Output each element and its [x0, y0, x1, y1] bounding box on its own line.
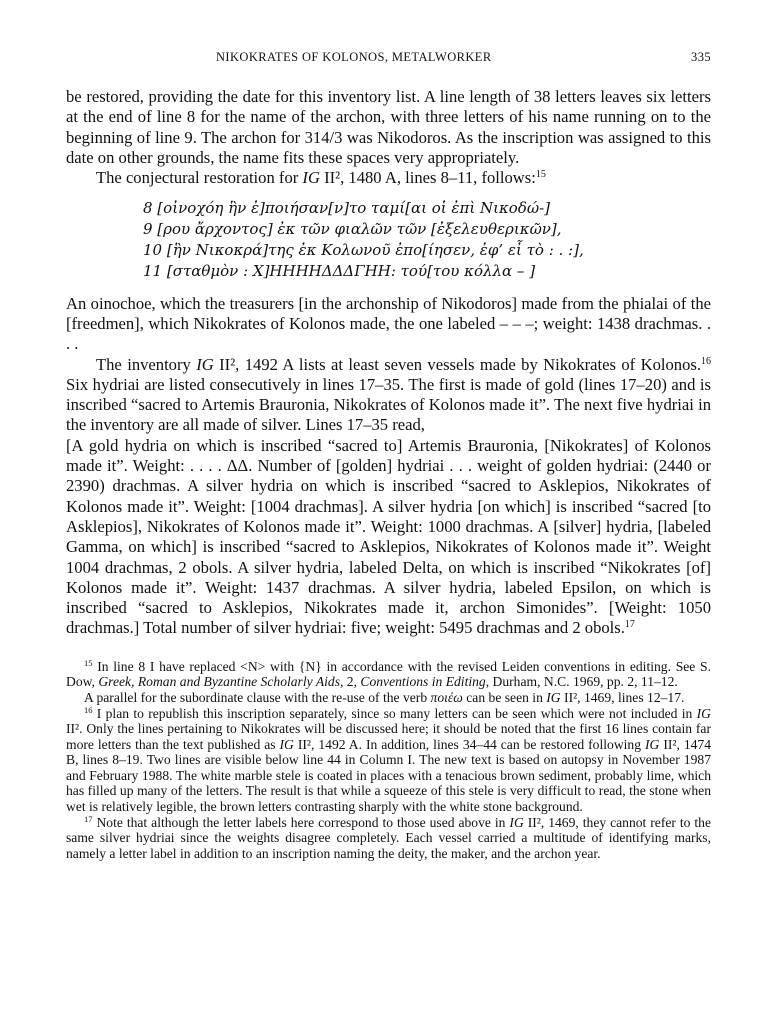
inscription-line: 8 [οἰνοχόη ἣν ἐ]ποιή̣σαν[ν]το ταμί[αι οἱ ἐπὶ Νικοδώ-]	[143, 199, 551, 218]
body-text	[66, 87, 711, 639]
footnote: $^{16}$ I plan to republish this inscription separately, since so many letters can be seen which were not included in IG II². Only the lines pertaining to Nikokrates will be discussed here; it should be noted that the first 16 lines contain far more letters than the text published as IG II², 1492 A. In addition, lines 34–44 can be restored following IG II², 1474 B, lines 8–19. Two lines are visible below line 44 in Column I. The new text is based on autopsy in November 1987 and February 1988. The white marble stele is coated in places with a tenacious brown sediment, probably lime, which has filled up many of the letters. The result is that while a squeeze of this stele is very difficult to read, the stone when wet is relatively legible, the brown letters contrasting sharply with the white stone background.	[66, 704, 712, 815]
paragraph: be restored, providing the date for this inventory list. A line length of 38 letters leaves six letters at the end of line 8 for the name of the archon, with three letters of his name running on to the beginning of line 9. The archon for 314/3 was Nikodoros. As the inscription was assigned to this date on other grounds, the name fits these spaces very appropriately.	[66, 87, 711, 167]
page-number: 335	[691, 50, 711, 64]
translation-block: An oinochoe, which the treasurers [in the archonship of Nikodoros] made from the phialai of the [freedmen], which Nikokrates of Kolonos made, the one labeled – – –; weight: 1438 drachmas. . . .	[66, 293, 711, 354]
footnote: $^{15}$ In line 8 I have replaced <N> with {N} in accordance with the revised Leiden conventions in editing. See S. Dow, Greek, Roman and Byzantine Scholarly Aids, 2, Conventions in Editing, Durham, N.C. 1969, pp. 2, 11–12.	[66, 657, 711, 690]
footnote-continuation: A parallel for the subordinate clause with the re-use of the verb ποιέω can be seen in IG II², 1469, lines 12–17.	[84, 689, 685, 705]
footnote-number: 15	[84, 657, 93, 668]
footnote-ref[interactable]: 17	[624, 619, 635, 631]
page	[66, 50, 711, 861]
footnote-ref[interactable]: 15	[535, 169, 546, 181]
footnotes	[66, 659, 711, 862]
inscription-line: 11 [σταθμὸν : Χ]ΗΗΗΗΔΔΔΓΗΗ: τού[του κόλλα – ]	[143, 261, 536, 280]
footnote: $^{17}$ Note that although the letter labels here correspond to those used above in IG II², 1469, they cannot refer to the same silver hydriai since the weights disagree completely. Each vessel carried a multitude of identifying marks, namely a letter label in addition to an inscription naming the deity, the maker, and the archon year.	[66, 813, 712, 861]
footnote-number: 17	[84, 813, 93, 824]
ig-abbrev: IG	[196, 354, 214, 374]
paragraph: The conjectural restoration for IG II², 1480 A, lines 8–11, follows:$^{15}$	[96, 168, 546, 188]
block-quote: [A gold hydria on which is inscribed “sacred to] Artemis Brauronia, [Nikokrates] of Kolonos made it”. Weight: . . . . ΔΔ. Number of [golden] hydriai . . . weight of golden hydriai: (2440 or 2390) drachmas. A silver hydria on which is inscribed “sacred to Asklepios, Nikokrates of Kolonos made it”. Weight: [1004 drachmas]. A silver hydria [on which] is inscribed “sacred [to Asklepios], Nikokrates of Kolonos made it”. Weight: 1000 drachmas. A [silver] hydria, [labeled Gamma, on which] is inscribed “sacred to Asklepios, Nikokrates of Kolonos made it”. Weight 1004 drachmas, 2 obols. A silver hydria, labeled Delta, on which is inscribed “Nikokrates [of] Kolonos made it”. Weight: 1437 drachmas. A silver hydria, labeled Epsilon, on which is inscribed “sacred to Asklepios, Nikokrates made it, archon Simonides”. [Weight: 1050 drachmas.] Total number of silver hydriai: five; weight: 5495 drachmas and 2 obols.$^{17}$	[66, 435, 711, 638]
inscription-line: 9 [ρου ἄρχοντος] ἐκ τῶν φιαλῶν τῶν [ἐξελευθερικῶν],	[143, 220, 562, 239]
running-title: NIKOKRATES OF KOLONOS, METALWORKER	[216, 50, 492, 64]
footnote-ref[interactable]: 16	[701, 355, 711, 367]
footnote-number: 16	[84, 704, 93, 715]
ig-abbrev: IG	[302, 168, 320, 188]
running-header	[66, 50, 711, 65]
greek-inscription	[143, 198, 711, 281]
inscription-line: 10 [ἣν Νικοκρά]της ἐκ Κολωνοῦ ἐπο[ίησεν, ἐφ’ εἶ τὸ : . :],	[143, 241, 584, 260]
paragraph: The inventory IG II², 1492 A lists at least seven vessels made by Nikokrates of Kolonos.$^{16}$ Six hydriai are listed consecutively in lines 17–35. The first is made of gold (lines 17–20) and is inscribed “sacred to Artemis Brauronia, Nikokrates of Kolonos made it”. The next five hydriai in the inventory are all made of silver. Lines 17–35 read,	[66, 354, 711, 435]
